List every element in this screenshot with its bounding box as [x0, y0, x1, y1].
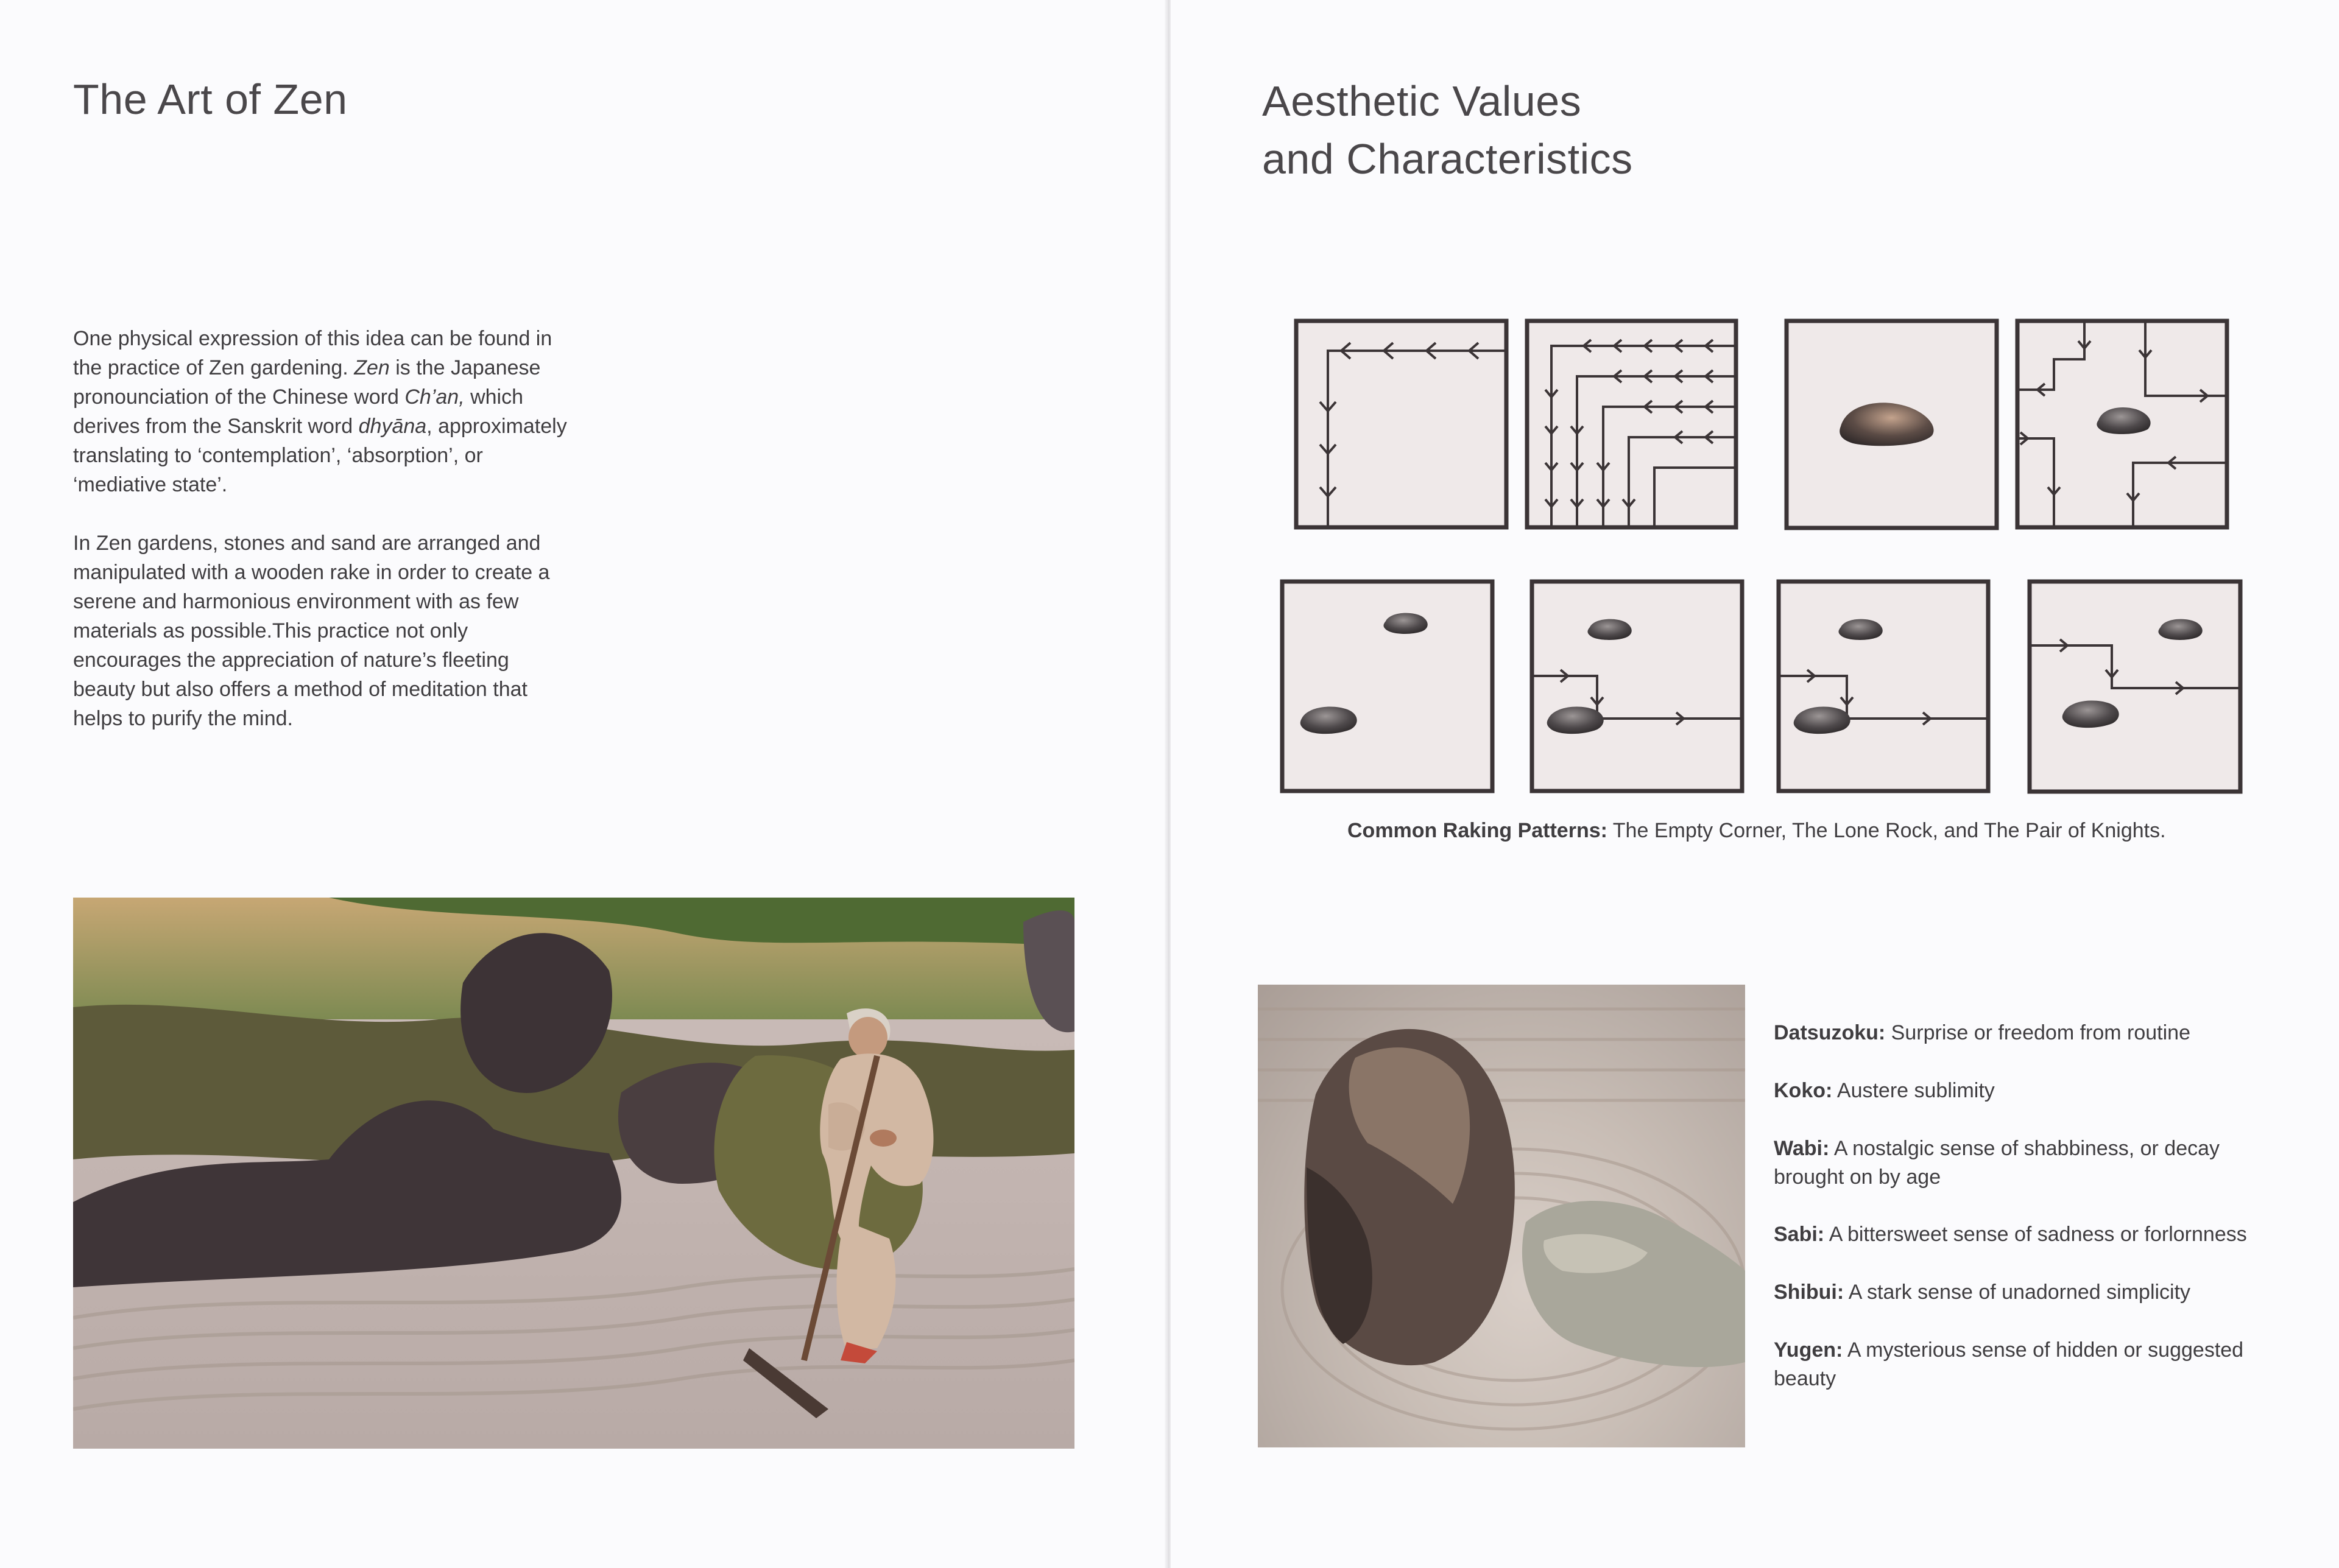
value-term: Datsuzoku: [1774, 1021, 1886, 1044]
left-page [0, 0, 1168, 1568]
raking-patterns-svg [1171, 0, 2339, 816]
text-span: , approximately translating to ‘contemplation’, ‘absorption’, or ‘mediative state’. [73, 415, 567, 496]
text-span: is the Japanese pronounciation of the Chinese word [73, 356, 541, 409]
pattern-frame-knights-3 [1779, 582, 1988, 791]
value-term: Shibui: [1774, 1281, 1844, 1304]
value-desc: A stark sense of unadorned simplicity [1844, 1281, 2191, 1304]
pattern-frame-knights-2 [1532, 582, 1742, 791]
term-dhyana: dhyāna [358, 415, 427, 438]
paragraph-zen-origin [73, 324, 573, 499]
gardener-raking-photo [73, 898, 1074, 1449]
pattern-frame-knights-4 [2030, 582, 2240, 792]
value-item-datsuzoku [1774, 1019, 2255, 1047]
text-span: which derives from the Sanskrit word [73, 385, 524, 438]
intro-text [73, 324, 573, 762]
rock-photo-illustration [1258, 985, 1745, 1447]
right-page [1171, 0, 2339, 1568]
pattern-frame-knights-1 [1282, 582, 1492, 791]
section-title-line1: Aesthetic Values [1262, 77, 1582, 125]
caption-text: The Empty Corner, The Lone Rock, and The Pair of Knights. [1607, 819, 2166, 842]
value-desc: Austere sublimity [1832, 1079, 1995, 1102]
page-title: The Art of Zen [73, 76, 348, 123]
value-term: Sabi: [1774, 1223, 1825, 1246]
value-desc: A mysterious sense of hidden or suggested beauty [1774, 1338, 2244, 1390]
value-desc: A bittersweet sense of sadness or forlornness [1824, 1223, 2247, 1246]
value-item-shibui [1774, 1278, 2255, 1307]
term-zen: Zen [354, 356, 390, 379]
text-span: One physical expression of this idea can be found in the practice of Zen gardening. [73, 327, 552, 379]
term-chan: Ch’an, [404, 385, 465, 409]
diagram-caption [1347, 816, 2166, 845]
pattern-frame-empty-corner-2 [1527, 321, 1736, 527]
value-item-wabi [1774, 1134, 2255, 1192]
gardener-photo-illustration [73, 898, 1074, 1449]
value-term: Yugen: [1774, 1338, 1843, 1362]
value-item-sabi [1774, 1220, 2255, 1249]
caption-label: Common Raking Patterns: [1347, 819, 1607, 842]
rock-garden-photo [1258, 985, 1745, 1447]
paragraph-zen-gardens: In Zen gardens, stones and sand are arranged and manipulated with a wooden rake in order to create a serene and harmonious environment with as few materials as possible.This practice not only encourages the appreciation of nature’s fleeting beauty but also offers a method of meditation that helps to purify the mind. [73, 532, 550, 730]
value-item-yugen [1774, 1336, 2255, 1393]
value-desc: A nostalgic sense of shabbiness, or decay brought on by age [1774, 1137, 2220, 1189]
value-desc: Surprise or freedom from routine [1885, 1021, 2190, 1044]
value-item-koko [1774, 1077, 2255, 1105]
raking-patterns-diagram [1171, 0, 2339, 816]
section-title-line2: and Characteristics [1262, 135, 1633, 183]
aesthetic-values-list [1774, 1019, 2255, 1422]
value-term: Wabi: [1774, 1137, 1830, 1160]
value-term: Koko: [1774, 1079, 1833, 1102]
